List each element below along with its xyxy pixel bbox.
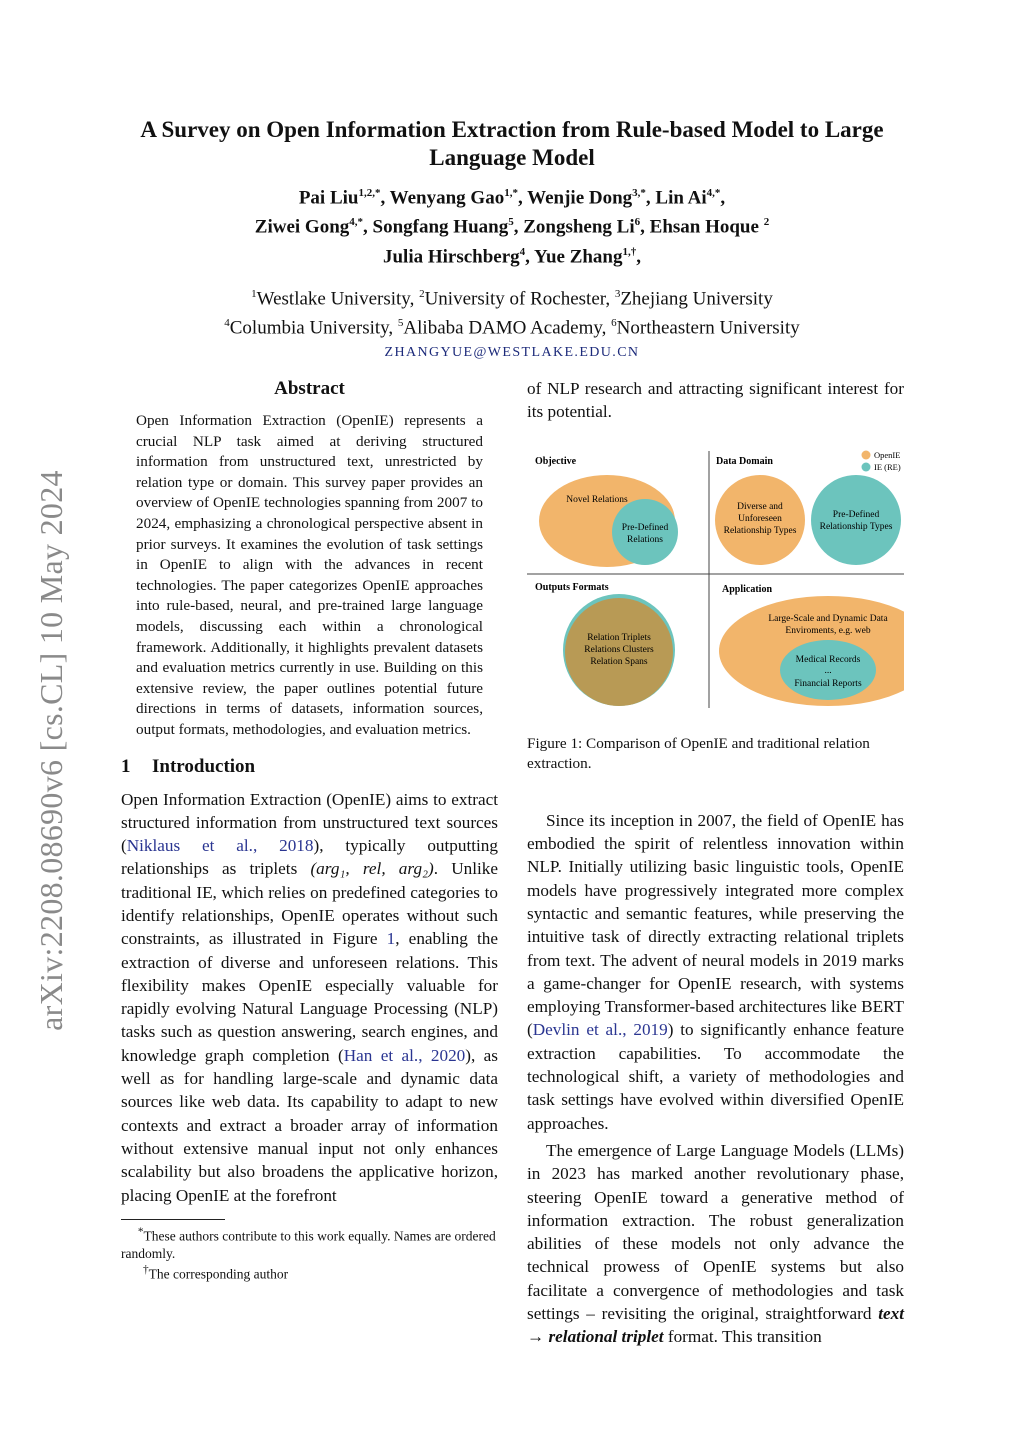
author-mark: 2 bbox=[763, 216, 770, 229]
math-triplet: (arg₁, rel, arg₂) bbox=[310, 859, 434, 879]
contact-email[interactable]: ZHANGYUE@WESTLAKE.EDU.CN bbox=[384, 344, 640, 360]
author-name: Pai Liu bbox=[298, 187, 359, 209]
citation-link[interactable]: Niklaus et al., 2018 bbox=[126, 836, 314, 856]
author-name: Yue Zhang bbox=[533, 245, 623, 267]
diverse-label-3: Relationship Types bbox=[723, 525, 797, 536]
novel-relations-label: Novel Relations bbox=[566, 494, 628, 505]
author-mark: 4,* bbox=[349, 216, 364, 229]
arrow-symbol: → bbox=[527, 1327, 549, 1347]
citation-link[interactable]: Devlin et al., 2019 bbox=[532, 1020, 668, 1040]
financial-label: Financial Reports bbox=[794, 678, 862, 689]
quadrant-outputs: Outputs Formats bbox=[535, 581, 609, 593]
footnote-equal-contribution bbox=[121, 1224, 498, 1263]
footnote-corresponding bbox=[121, 1262, 498, 1283]
affil-mark: 3 bbox=[614, 288, 621, 300]
diverse-label-2: Unforeseen bbox=[738, 513, 782, 524]
author-name: Songfang Huang bbox=[372, 216, 509, 238]
text-run: . Unlike traditional IE, which relies on predefined categories to identify relationships, OpenIE operates without such constraints, as illustrated in Figure bbox=[121, 859, 499, 949]
emphasis-relational-triplet: relational triplet bbox=[548, 1327, 664, 1347]
outputs-label-3: Relation Spans bbox=[590, 656, 648, 667]
author-list: Pai Liu$^{1,2,*}$, Wenyang Gao$^{1,*}$, Wenjie Dong$^{3,*}$, Lin $Ai^{4,*}$, Ziwei Gong$^{4,*}$, Songfang Huang$^5$, Zongsheng Li$^6$, Ehsan Hoque $^2$ Julia Hirschberg$^4$, Yue Zhang$^{1,\dagger}$, bbox=[254, 187, 770, 267]
affil-name: Zhejiang University bbox=[620, 288, 773, 310]
legend-ie-dot bbox=[862, 462, 871, 471]
quadrant-data-domain: Data Domain bbox=[716, 455, 773, 467]
arxiv-stamp-text: arXiv:2208.08690v6 [cs.CL] 10 May 2024 bbox=[32, 469, 69, 1031]
author-name: Ehsan Hoque bbox=[649, 216, 759, 238]
affil-mark: 4 bbox=[224, 317, 230, 330]
left-column bbox=[121, 377, 498, 1283]
outputs-label-1: Relation Triplets bbox=[587, 632, 651, 643]
affil-mark: 6 bbox=[611, 317, 617, 330]
text-run: The emergence of Large Language Models (LLMs) in 2023 has marked another revolutionary phase, steering OpenIE toward a generative method of information extraction. The robust generalization abilities of these models not only advance the technical prowess of OpenIE systems but also facilitate a convergence of methodologies and task settings – revisiting the original, straightforward bbox=[527, 1140, 904, 1324]
author-name: Wenyang Gao bbox=[389, 187, 505, 209]
author-mark: 1,2,* bbox=[358, 187, 381, 199]
section-title: Introduction bbox=[152, 755, 256, 777]
right-column bbox=[527, 377, 904, 1349]
author-name: Lin Ai bbox=[655, 187, 707, 209]
legend-ie-label: IE (RE) bbox=[874, 461, 901, 472]
paper-title: A Survey on Open Information Extraction from Rule-based Model to Large Language Model bbox=[140, 117, 884, 170]
figure-caption: Figure 1: Comparison of OpenIE and traditional relation extraction. bbox=[527, 734, 870, 773]
affil-mark: 2 bbox=[419, 288, 425, 300]
text-run: Since its inception in 2007, the field of OpenIE has embodied the spirit of relentless innovation within NLP. Initially utilizing basic linguistic tools, OpenIE models have progressively integrated more complex syntactic and semantic features, while preserving the intuitive task of directly extracting relational triplets from text. The advent of neural models in 2019 marks a game-changer for OpenIE research, with systems employing Transformer-based architectures like BERT ( bbox=[527, 810, 904, 1040]
affil-name: Alibaba DAMO Academy, bbox=[403, 317, 612, 339]
section-heading-introduction bbox=[121, 755, 498, 779]
figure-diagram bbox=[527, 446, 904, 714]
affil-mark: 5 bbox=[397, 317, 404, 330]
author-name: Julia Hirschberg bbox=[382, 245, 520, 267]
text-run: format. This transition bbox=[663, 1327, 822, 1347]
footnote-mark: † bbox=[143, 1264, 149, 1277]
quadrant-application: Application bbox=[722, 583, 773, 595]
author-mark: 4,* bbox=[706, 187, 721, 199]
arxiv-stamp bbox=[31, 440, 71, 1060]
text-run: ) to significantly enhance feature extraction capabilities. To accommodate the technological shift, a variety of methodologies and task settings have evolved within diversified OpenIE approaches. bbox=[527, 1020, 904, 1133]
author-mark: 6 bbox=[634, 216, 641, 229]
text-run: ), typically outputting relationships as triplets bbox=[121, 836, 498, 879]
application-label-2: Enviroments, e.g. web bbox=[785, 625, 871, 636]
author-name: Wenjie Dong bbox=[527, 187, 633, 209]
footnote-text: These authors contribute to this work equally. Names are ordered randomly. bbox=[121, 1228, 496, 1261]
emphasis-text: text bbox=[878, 1304, 904, 1324]
author-mark: 1,* bbox=[504, 187, 518, 199]
predefined-types-label-1: Pre-Defined bbox=[832, 509, 880, 520]
text-run: Open Information Extraction (OpenIE) aims to extract structured information from unstructured text sources ( bbox=[121, 789, 498, 856]
abstract-text: Open Information Extraction (OpenIE) represents a crucial NLP task aimed at deriving structured information from unstructured text, unrestricted by relation type or domain. This survey paper provides an overview of OpenIE technologies spanning from 2007 to 2024, emphasizing a chronological perspective absent in prior surveys. It examines the evolution of task settings in OpenIE to align with the advances in recent technologies. The paper categorizes OpenIE approaches into rule-based, neural, and pre-trained large language models, discussing each within a chronological framework. Additionally, it highlights prevalent datasets and evaluation metrics currently in use. Building on this extensive review, the paper outlines potential future directions in terms of datasets, information sources, output formats, methodologies, and evaluation metrics. bbox=[136, 412, 483, 738]
affiliations bbox=[110, 282, 914, 365]
text-run: , enabling the extraction of diverse and unforeseen relations. This flexibility makes OpenIE especially valuable for rapidly evolving Natural Language Processing (NLP) tasks such as question answering, search engines, and knowledge graph completion ( bbox=[121, 929, 498, 1065]
diverse-label-1: Diverse and bbox=[737, 501, 783, 512]
text-run: ), as well as for handling large-scale and dynamic data sources like web data. Its capability to adapt to new contexts and extract a broader array of information without extensive manual input not only enhances scalability but also broadens the applicative horizon, placing OpenIE at the forefront bbox=[121, 1045, 498, 1205]
outputs-label-2: Relations Clusters bbox=[584, 644, 654, 655]
section-number: 1 bbox=[121, 755, 131, 777]
author-name: Ziwei Gong bbox=[254, 216, 350, 238]
ie-data-circle bbox=[811, 475, 901, 565]
author-mark: 4 bbox=[519, 245, 526, 258]
medical-label: Medical Records bbox=[795, 654, 861, 665]
footnote-divider bbox=[121, 1219, 225, 1220]
author-name: Zongsheng Li bbox=[523, 216, 635, 238]
affil-name: Northeastern University bbox=[616, 317, 800, 339]
intro-paragraph-1 bbox=[121, 788, 498, 1207]
affil-name: University of Rochester, bbox=[424, 288, 615, 310]
figure-1 bbox=[527, 446, 904, 714]
predefined-relations-label-2: Relations bbox=[627, 534, 663, 545]
legend-openie-dot bbox=[862, 450, 871, 459]
intro-continued: of NLP research and attracting significant interest for its potential. bbox=[527, 379, 904, 422]
abstract-heading: Abstract bbox=[274, 378, 345, 399]
intro-paragraph-2 bbox=[527, 809, 904, 1135]
legend-openie-label: OpenIE bbox=[874, 449, 901, 460]
ellipsis-label: ... bbox=[824, 665, 832, 676]
affil-name: Columbia University, bbox=[229, 317, 398, 339]
predefined-types-label-2: Relationship Types bbox=[819, 521, 893, 532]
application-label-1: Large-Scale and Dynamic Data bbox=[768, 613, 888, 624]
figure-ref-link[interactable]: 1 bbox=[386, 929, 396, 949]
footnote-text: The corresponding author bbox=[148, 1266, 289, 1282]
citation-link[interactable]: Han et al., 2020 bbox=[343, 1045, 466, 1065]
author-mark: 3,* bbox=[632, 187, 646, 199]
affil-name: Westlake University, bbox=[256, 288, 420, 310]
author-mark: 5 bbox=[508, 216, 514, 229]
author-mark: 1,† bbox=[622, 245, 637, 258]
intro-paragraph-3 bbox=[527, 1139, 904, 1349]
quadrant-objective: Objective bbox=[535, 455, 577, 467]
footnote-mark: * bbox=[137, 1225, 144, 1238]
affil-mark: 1 bbox=[251, 288, 257, 300]
predefined-relations-label-1: Pre-Defined bbox=[621, 522, 669, 533]
